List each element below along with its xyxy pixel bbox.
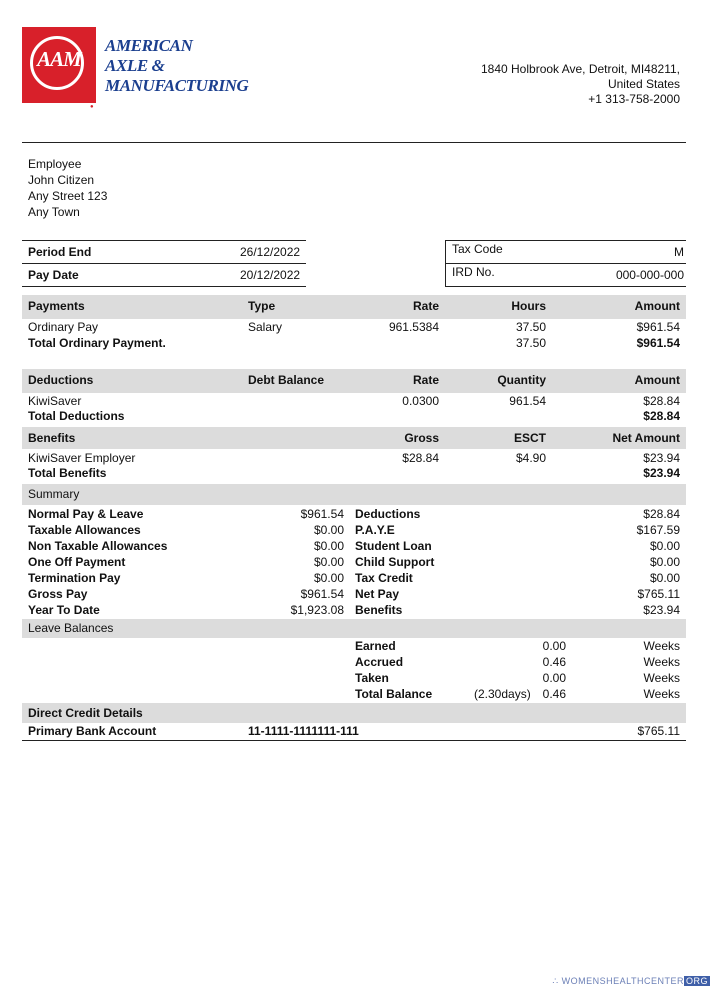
summary-left-label: Non Taxable Allowances: [28, 539, 168, 553]
benefits-col-esct: ESCT: [513, 431, 546, 445]
benefit-esct: $4.90: [515, 451, 546, 465]
leave-label: Earned: [355, 639, 396, 653]
payments-col-hours: Hours: [511, 299, 546, 313]
tax-code-label: Tax Code: [452, 242, 503, 256]
period-end-label: Period End: [28, 245, 92, 259]
deductions-col-amount: Amount: [634, 373, 680, 387]
employee-line: Any Town: [28, 205, 80, 219]
address-line: +1 313-758-2000: [588, 92, 680, 106]
summary-left-value: $0.00: [313, 523, 344, 537]
company-name: [105, 36, 248, 96]
summary-left-value: $961.54: [300, 587, 344, 601]
deduction-amount: $28.84: [643, 394, 680, 408]
summary-left-value: $0.00: [313, 571, 344, 585]
employee-line: Employee: [28, 157, 82, 171]
ird-value: 000-000-000: [615, 268, 684, 282]
deductions-col-debt: Debt Balance: [248, 373, 325, 387]
leave-value: 0.46: [542, 655, 566, 669]
summary-left-label: Termination Pay: [28, 571, 121, 585]
tax-code-value: M: [674, 245, 684, 259]
bank-account-number: 11-1111-1111111-111: [248, 724, 359, 738]
deductions-col-quantity: Quantity: [497, 373, 546, 387]
summary-right-value: $23.94: [643, 603, 680, 617]
deductions-col-rate: Rate: [412, 373, 439, 387]
summary-title: Summary: [28, 487, 80, 501]
deduction-quantity: 961.54: [509, 394, 546, 408]
payments-col-rate: Rate: [412, 299, 439, 313]
leave-unit: Weeks: [643, 671, 680, 685]
tax-rule: [445, 263, 686, 264]
period-rule: [22, 286, 306, 287]
payments-total-label: Total Ordinary Payment.: [28, 336, 166, 350]
deduction-rate: 0.0300: [402, 394, 439, 408]
leave-label: Accrued: [355, 655, 404, 669]
ird-label: IRD No.: [452, 265, 495, 279]
summary-right-label: Deductions: [355, 507, 421, 521]
company-name-line: MANUFACTURING: [105, 76, 249, 95]
summary-right-value: $0.00: [649, 555, 680, 569]
summary-right-value: $28.84: [643, 507, 680, 521]
summary-left-value: $0.00: [313, 555, 344, 569]
company-logo: [22, 27, 96, 103]
watermark-text: WOMENSHEALTHCENTER: [561, 976, 684, 986]
summary-header: [22, 484, 686, 505]
summary-left-label: Year To Date: [28, 603, 100, 617]
tax-rule: [445, 286, 686, 287]
payment-amount: $961.54: [636, 320, 680, 334]
leave-value: 0.00: [542, 639, 566, 653]
leave-unit: Weeks: [643, 655, 680, 669]
leave-value: 0.00: [542, 671, 566, 685]
company-name-line: AXLE &: [105, 56, 165, 75]
deduction-description: KiwiSaver: [28, 394, 82, 408]
address-line: United States: [607, 77, 680, 91]
summary-right-value: $0.00: [649, 571, 680, 585]
benefits-col-net: Net Amount: [612, 431, 680, 445]
payment-hours: 37.50: [515, 320, 546, 334]
benefit-gross: $28.84: [402, 451, 439, 465]
deductions-total-label: Total Deductions: [28, 409, 125, 423]
payments-total-amount: $961.54: [636, 336, 680, 350]
watermark: [552, 976, 710, 987]
leave-label: Total Balance: [355, 687, 433, 701]
leave-unit: Weeks: [643, 687, 680, 701]
benefits-col-label: Benefits: [28, 431, 76, 445]
footer-rule: [22, 740, 686, 741]
watermark-suffix: ORG: [685, 976, 708, 986]
benefits-col-gross: Gross: [404, 431, 439, 445]
summary-right-value: $167.59: [636, 523, 680, 537]
benefits-total-label: Total Benefits: [28, 466, 107, 480]
summary-right-label: Child Support: [355, 555, 435, 569]
leave-title: Leave Balances: [28, 621, 114, 635]
payments-total-hours: 37.50: [515, 336, 546, 350]
employee-details: [28, 156, 107, 220]
leave-label: Taken: [355, 671, 389, 685]
leave-days: (2.30days): [474, 687, 531, 701]
period-rule: [22, 263, 306, 264]
summary-right-value: $0.00: [649, 539, 680, 553]
period-end-value: 26/12/2022: [240, 245, 301, 259]
header-divider: [22, 142, 686, 143]
summary-left-label: One Off Payment: [28, 555, 126, 569]
summary-left-label: Gross Pay: [28, 587, 88, 601]
address-line: 1840 Holbrook Ave, Detroit, MI48211,: [480, 62, 680, 76]
deductions-col-label: Deductions: [28, 373, 94, 387]
summary-left-label: Normal Pay & Leave: [28, 507, 144, 521]
leave-value: 0.46: [542, 687, 566, 701]
summary-left-value: $0.00: [313, 539, 344, 553]
payments-col-type: Type: [248, 299, 276, 313]
direct-credit-title: Direct Credit Details: [28, 706, 143, 720]
summary-right-value: $765.11: [637, 587, 680, 601]
registered-mark-icon: ●: [90, 104, 94, 110]
benefits-total-amount: $23.94: [643, 466, 680, 480]
summary-left-value: $961.54: [300, 507, 344, 521]
summary-right-label: P.A.Y.E: [355, 523, 395, 537]
period-rule: [22, 240, 306, 241]
deductions-header: [22, 369, 686, 393]
summary-right-label: Benefits: [355, 603, 403, 617]
summary-right-label: Tax Credit: [355, 571, 413, 585]
company-name-line: AMERICAN: [105, 36, 193, 55]
summary-right-label: Student Loan: [355, 539, 432, 553]
employee-line: John Citizen: [28, 173, 95, 187]
deductions-total-amount: $28.84: [643, 409, 680, 423]
payment-type: Salary: [248, 320, 283, 334]
payments-header: [22, 295, 686, 319]
watermark-dots-icon: ∴: [552, 976, 562, 986]
payment-description: Ordinary Pay: [28, 320, 99, 334]
leave-unit: Weeks: [643, 639, 680, 653]
pay-date-label: Pay Date: [28, 268, 79, 282]
employee-line: Any Street 123: [28, 189, 108, 203]
logo-text: AAM: [37, 47, 81, 71]
bank-account-label: Primary Bank Account: [28, 724, 157, 738]
payment-rate: 961.5384: [388, 320, 439, 334]
summary-right-label: Net Pay: [355, 587, 400, 601]
summary-left-value: $1,923.08: [290, 603, 344, 617]
pay-date-value: 20/12/2022: [240, 268, 301, 282]
company-address: [481, 62, 680, 107]
summary-left-label: Taxable Allowances: [28, 523, 141, 537]
payments-col-label: Payments: [28, 299, 85, 313]
benefits-header: [22, 427, 686, 449]
tax-rule: [445, 240, 686, 241]
benefit-net: $23.94: [643, 451, 680, 465]
bank-account-amount: $765.11: [637, 724, 680, 738]
benefit-description: KiwiSaver Employer: [28, 451, 136, 465]
payments-col-amount: Amount: [634, 299, 680, 313]
leave-header: [22, 619, 686, 638]
